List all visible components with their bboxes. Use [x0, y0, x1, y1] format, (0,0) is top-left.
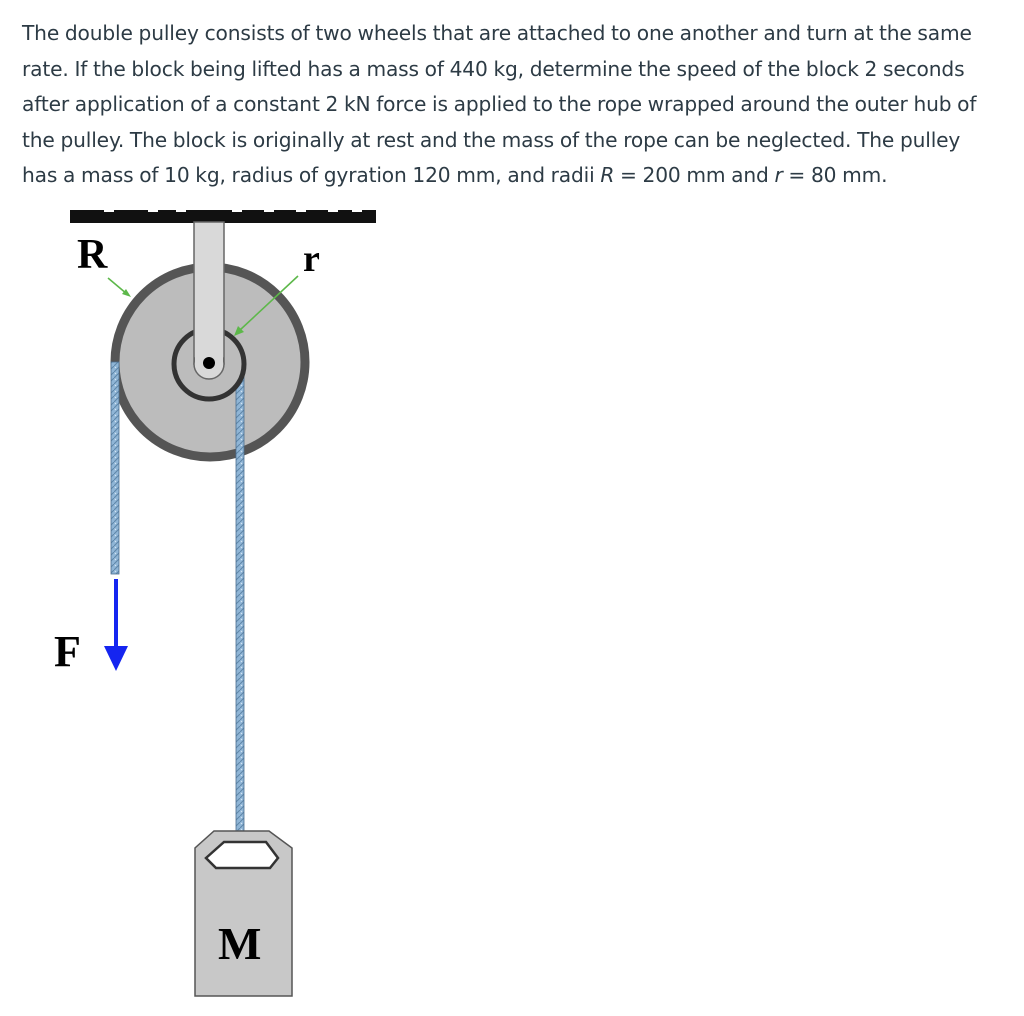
- axle-pin: [203, 357, 215, 369]
- problem-line-2: rate. If the block being lifted has a mass of 440 kg, determine the speed of the block 2 seconds: [22, 56, 965, 81]
- label-r: r: [303, 238, 320, 280]
- force-arrow: [104, 579, 128, 671]
- problem-line-5-text-a: has a mass of 10 kg, radius of gyration 120 mm, and radii: [22, 163, 601, 187]
- problem-line-5-text-c: = 80 mm.: [782, 163, 888, 187]
- problem-line-3: after application of a constant 2 kN force is applied to the rope wrapped around the outer hub of: [22, 92, 977, 116]
- problem-line-5-text-b: = 200 mm and: [614, 163, 775, 187]
- label-M: M: [218, 918, 262, 969]
- block: [195, 831, 292, 996]
- problem-line-1: The double pulley consists of two wheels that are attached to one another and turn at the same: [22, 21, 972, 45]
- problem-line-4: the pulley. The block is originally at rest and the mass of the rope can be neglected. The pulley: [22, 127, 961, 152]
- radius-R-arrow: [108, 278, 131, 297]
- variable-r: r: [774, 163, 783, 187]
- rope-right: [236, 364, 244, 837]
- variable-R: R: [600, 163, 615, 187]
- ceiling: [70, 208, 376, 223]
- label-R: R: [77, 232, 108, 278]
- support-bracket: [194, 222, 224, 379]
- rope-left: [111, 362, 119, 574]
- label-F: F: [54, 627, 81, 676]
